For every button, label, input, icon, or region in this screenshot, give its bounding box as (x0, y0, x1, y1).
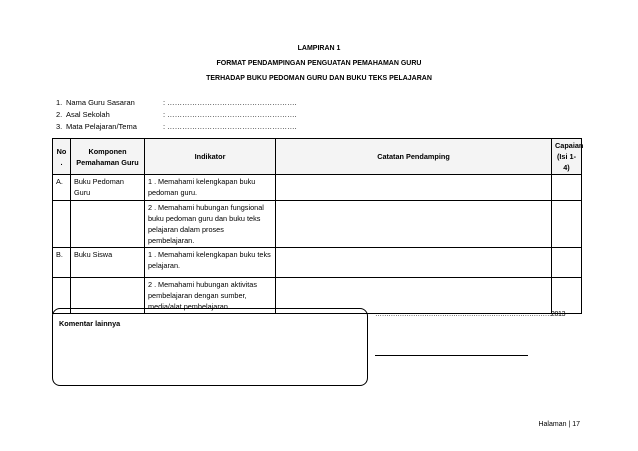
info-label-mata-pelajaran: Mata Pelajaran/Tema (66, 122, 137, 131)
col-header-no: No . (53, 139, 71, 175)
info-number: 3. (56, 122, 63, 131)
col-header-indikator: Indikator (145, 139, 276, 175)
row-indikator (145, 248, 276, 278)
row-no: A. (53, 175, 71, 201)
table-row (53, 175, 582, 201)
capaian-cell[interactable] (552, 201, 582, 248)
col-header-catatan: Catatan Pendamping (276, 139, 552, 175)
info-label-asal-sekolah: Asal Sekolah (66, 110, 110, 119)
indikator-text: Memahami kelengkapan buku teks pelajaran. (148, 250, 271, 270)
info-value-nama-guru[interactable]: : ……………………………………………. (163, 98, 297, 107)
catatan-cell[interactable] (276, 201, 552, 248)
signature-date-line[interactable]: …………………………………………………………………….2013 (375, 311, 566, 318)
row-no: B. (53, 248, 71, 278)
row-no (53, 201, 71, 248)
capaian-cell[interactable] (552, 248, 582, 278)
page-number: Halaman | 17 (538, 421, 580, 428)
table-row (53, 201, 582, 248)
info-value-asal-sekolah[interactable]: : ……………………………………………. (163, 110, 297, 119)
signature-name-line[interactable] (375, 355, 528, 356)
indikator-number: 2 . (148, 280, 157, 289)
catatan-cell[interactable] (276, 248, 552, 278)
row-indikator (145, 201, 276, 248)
capaian-cell[interactable] (552, 175, 582, 201)
row-komponen (71, 201, 145, 248)
col-header-komponen: Komponen Pemahaman Guru (71, 139, 145, 175)
info-value-mata-pelajaran[interactable]: : ……………………………………………. (163, 122, 297, 131)
row-komponen: Buku Siswa (71, 248, 145, 278)
info-number: 2. (56, 110, 63, 119)
indikator-text: Memahami kelengkapan buku pedoman guru. (148, 177, 256, 197)
info-label-nama-guru: Nama Guru Sasaran (66, 98, 135, 107)
page-heading-subtitle: TERHADAP BUKU PEDOMAN GURU DAN BUKU TEKS PELAJARAN (206, 75, 432, 82)
table-row (53, 248, 582, 278)
comment-box[interactable] (52, 308, 368, 386)
row-komponen: Buku Pedoman Guru (71, 175, 145, 201)
table-header-row (53, 139, 582, 175)
page-heading-lampiran: LAMPIRAN 1 (297, 45, 341, 52)
indikator-number: 1 . (148, 177, 157, 186)
indikator-text: Memahami hubungan fungsional buku pedoman guru dan buku teks pelajaran dalam proses pembelajaran. (148, 203, 264, 245)
col-header-capaian: Capaian (Isi 1-4) (552, 139, 582, 175)
assessment-table (52, 138, 582, 314)
comment-label: Komentar lainnya (59, 319, 121, 328)
indikator-number: 2 . (148, 203, 157, 212)
page-heading-format: FORMAT PENDAMPINGAN PENGUATAN PEMAHAMAN GURU (216, 60, 422, 67)
info-number: 1. (56, 98, 63, 107)
catatan-cell[interactable] (276, 175, 552, 201)
indikator-text: Memahami hubungan aktivitas pembelajaran dengan sumber, media/alat pembelajaran. (148, 280, 257, 311)
row-indikator (145, 175, 276, 201)
capaian-cell[interactable] (552, 278, 582, 314)
indikator-number: 1 . (148, 250, 157, 259)
